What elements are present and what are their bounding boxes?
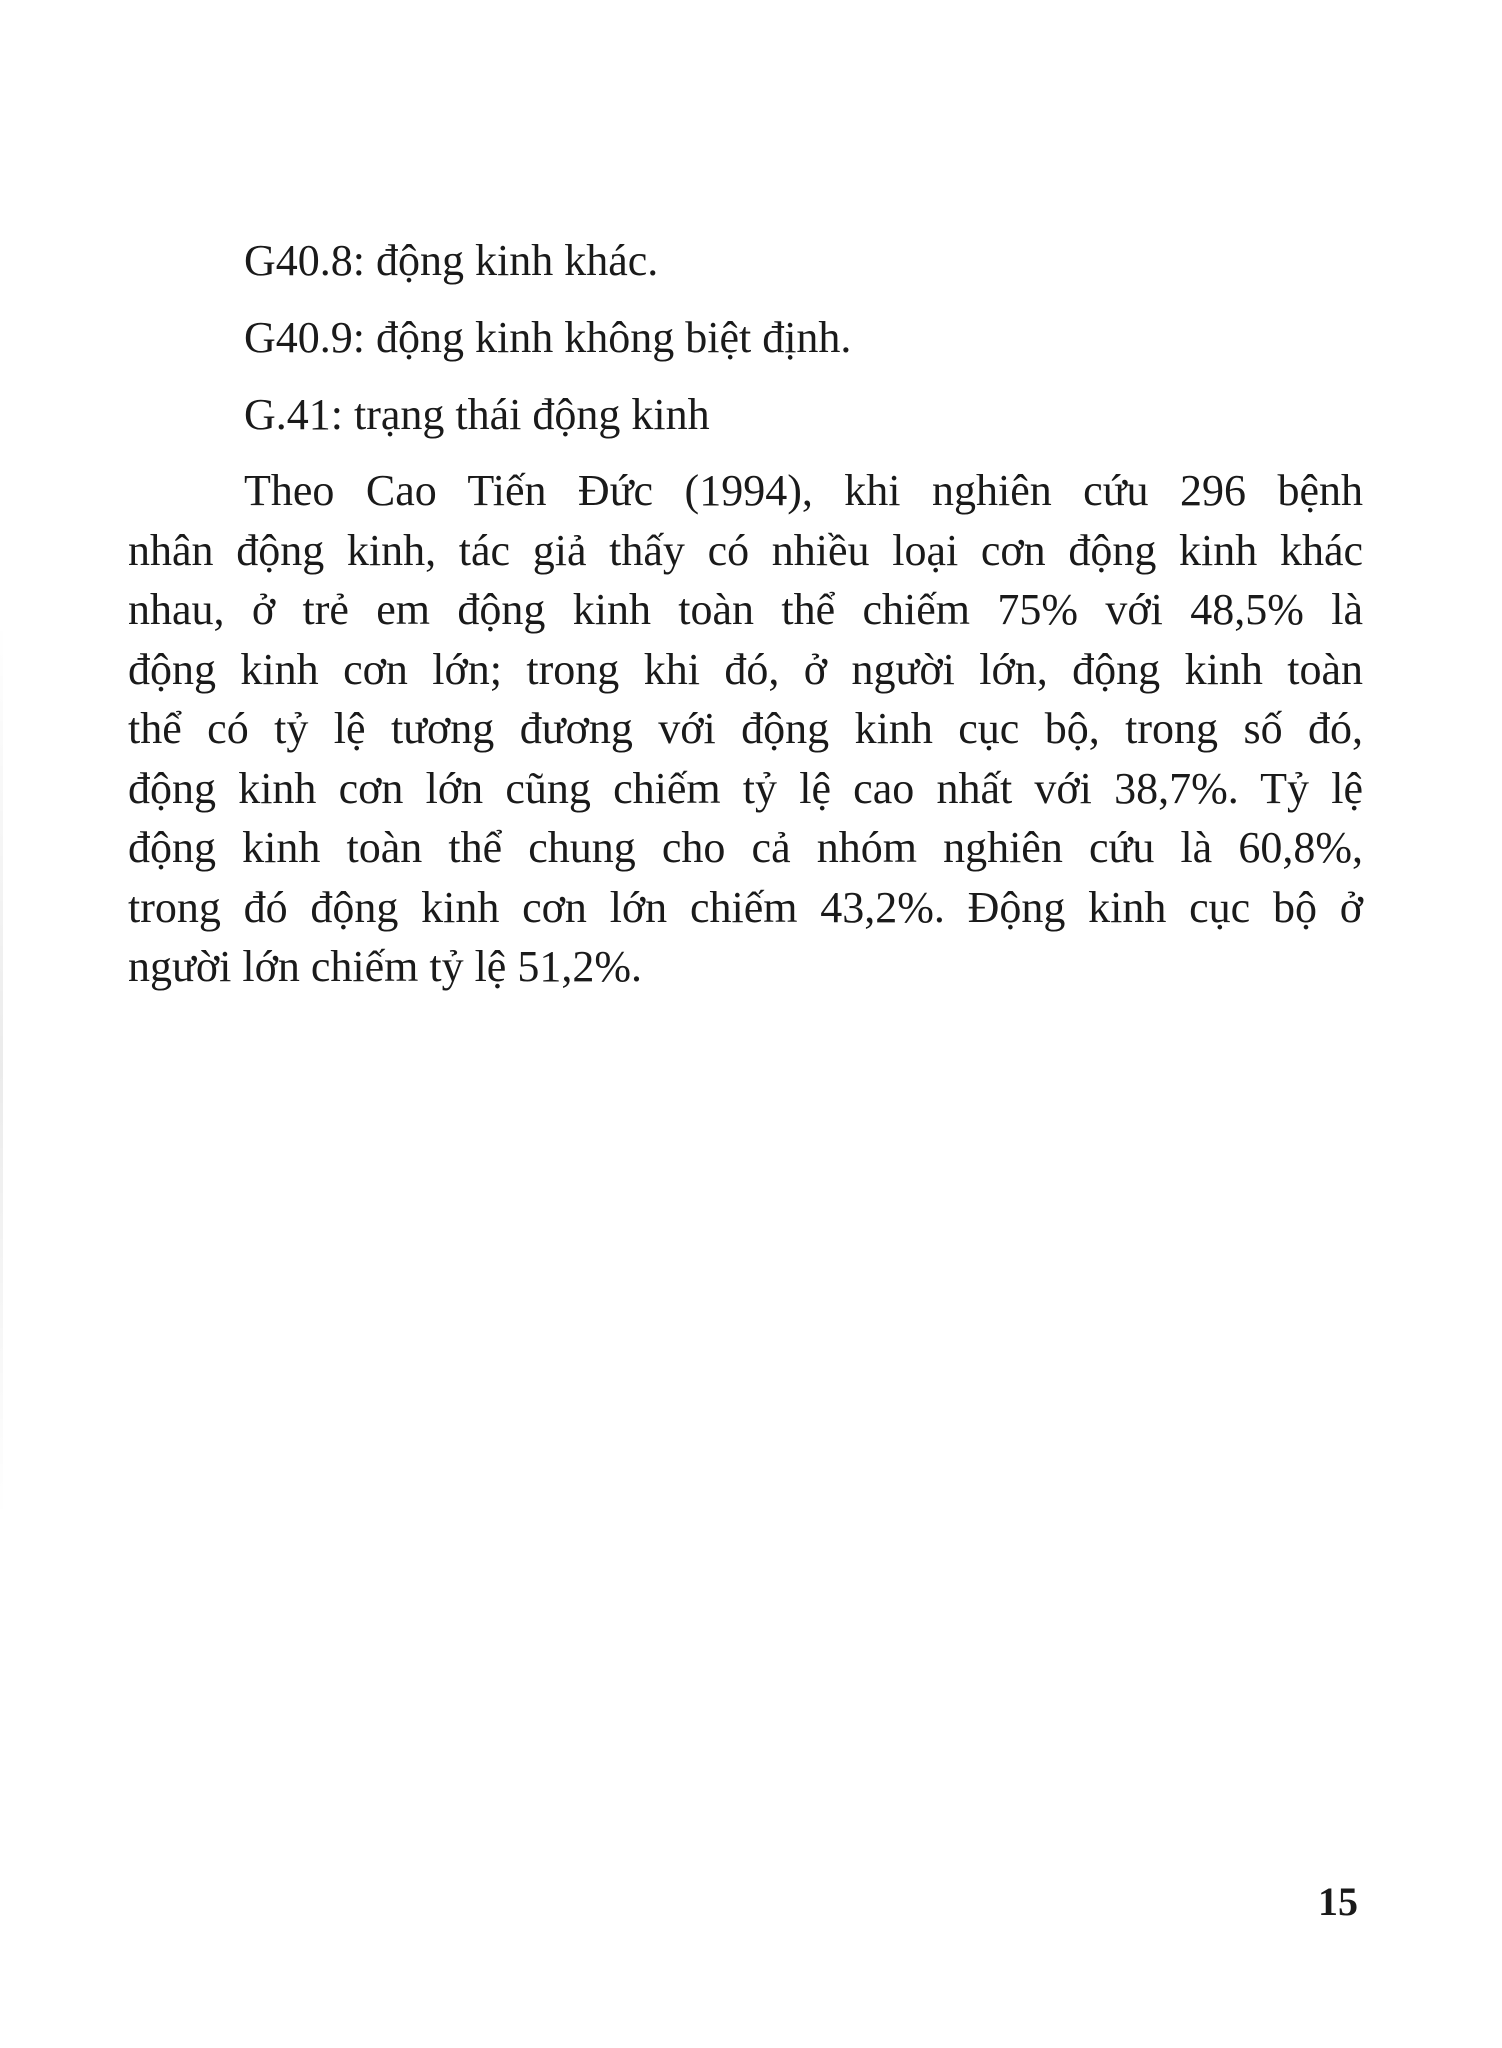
paragraph-line: động kinh cơn lớn; trong khi đó, ở người lớn, động kinh toàn: [128, 644, 1363, 694]
list-line: G.41: trạng thái động kinh: [244, 390, 710, 439]
body-text: [128, 222, 1363, 997]
paragraph-line: người lớn chiếm tỷ lệ 51,2%.: [128, 942, 642, 991]
paragraph: [128, 461, 1363, 997]
paragraph-line: nhân động kinh, tác giả thấy có nhiều loại cơn động kinh khác: [128, 525, 1363, 575]
list-line: G40.9: động kinh không biệt định.: [244, 313, 852, 362]
paragraph-line: động kinh toàn thể chung cho cả nhóm nghiên cứu là 60,8%,: [128, 823, 1363, 872]
paragraph-line: động kinh cơn lớn cũng chiếm tỷ lệ cao nhất với 38,7%. Tỷ lệ: [128, 763, 1363, 813]
scan-edge-shadow: [0, 620, 3, 1520]
paragraph-line: trong đó động kinh cơn lớn chiếm 43,2%. Động kinh cục bộ ở: [128, 882, 1363, 932]
paragraph-line: Theo Cao Tiến Đức (1994), khi nghiên cứu 296 bệnh: [244, 466, 1363, 515]
page-number: 15: [1318, 1879, 1358, 1924]
paragraph-line: nhau, ở trẻ em động kinh toàn thể chiếm 75% với 48,5% là: [128, 585, 1363, 634]
paragraph-line: thể có tỷ lệ tương đương với động kinh cục bộ, trong số đó,: [128, 704, 1363, 753]
list-line: G40.8: động kinh khác.: [244, 236, 659, 285]
